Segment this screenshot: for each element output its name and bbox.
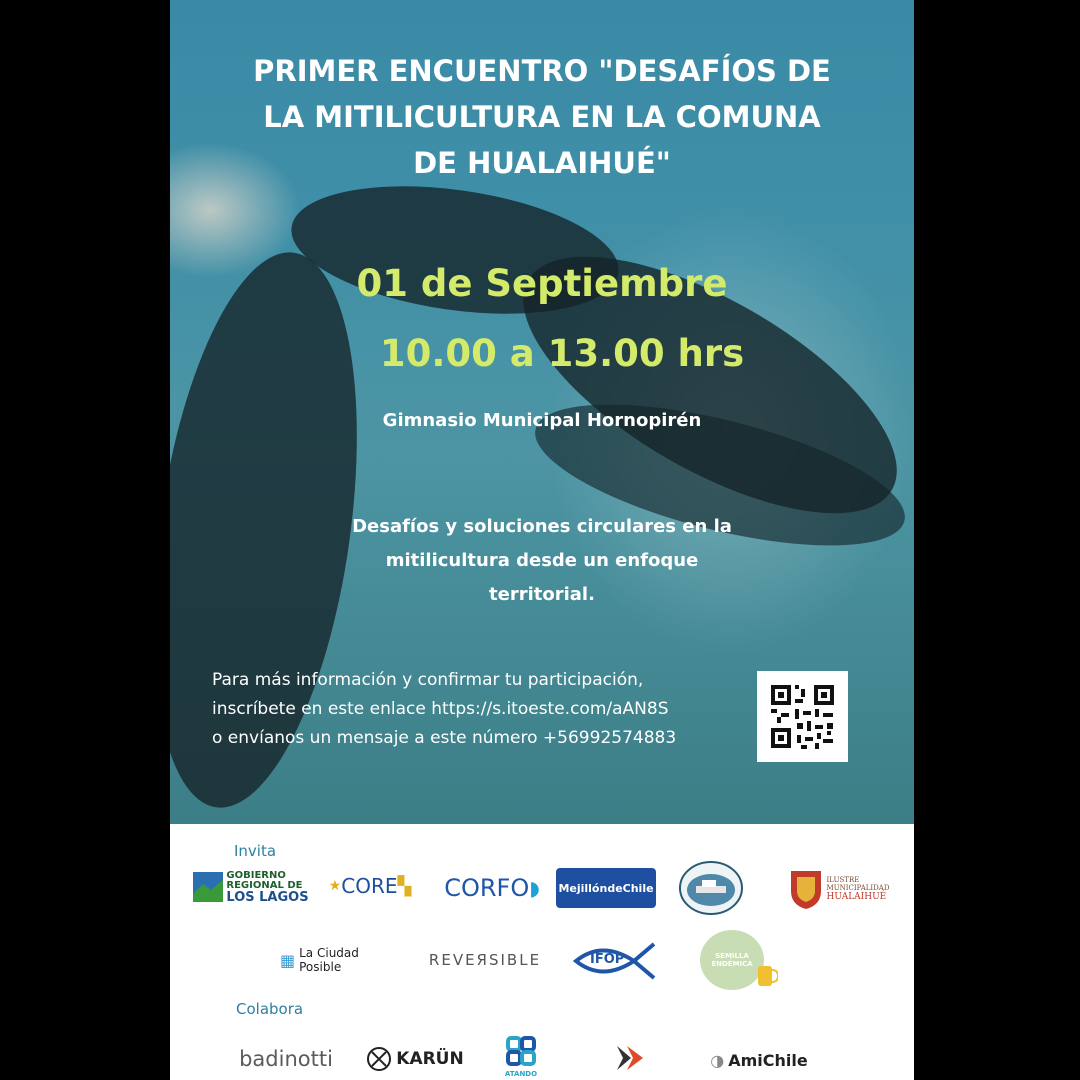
knot-icon: [502, 1032, 540, 1070]
chevron-logo-icon: [613, 1042, 647, 1074]
city-blocks-icon: ▦: [280, 950, 296, 970]
title-line: PRIMER ENCUENTRO "DESAFÍOS DE: [253, 54, 831, 88]
logo-text: KARÜN: [396, 1049, 464, 1069]
amichile-logo: [704, 1044, 814, 1076]
ami-icon: ◑: [710, 1050, 725, 1070]
logo-text: REGIONAL DE: [226, 879, 303, 891]
municipalidad-hualaihue-logo: [784, 864, 894, 914]
description-line: Desafíos y soluciones circulares en la: [352, 516, 732, 537]
logo-text: ATANDO: [504, 1070, 538, 1078]
mussel-rope-photo: [170, 0, 914, 824]
core-flag-icon: ▚: [397, 875, 412, 897]
corfo-swoosh-icon: ◗: [529, 876, 540, 900]
event-poster: [170, 0, 914, 1080]
gobierno-regional-logo: [192, 866, 310, 908]
karun-emblem-icon: [366, 1046, 392, 1072]
event-venue: Gimnasio Municipal Hornopirén: [382, 410, 702, 431]
ship-emblem-logo: [678, 860, 744, 916]
event-title: [170, 48, 914, 186]
logo-text: ILUSTRE: [826, 876, 860, 884]
core-logo: [322, 866, 418, 906]
badinotti-logo: badinotti: [239, 1047, 333, 1071]
logo-text: MejillóndeChile: [558, 881, 654, 895]
corfo-logo: [436, 868, 548, 908]
ship-icon: [678, 860, 744, 916]
event-description: [290, 510, 794, 612]
semilla-endemica-logo: [700, 930, 764, 990]
cup-icon: [756, 964, 778, 988]
info-line: Para más información y confirmar tu participación,: [212, 670, 644, 690]
event-date: 01 de Septiembre: [356, 262, 728, 305]
atando-logo: [496, 1030, 546, 1080]
logo-text: AmiChile: [728, 1050, 808, 1070]
ifop-logo: [572, 938, 658, 984]
event-time: 10.00 a 13.00 hrs: [379, 332, 745, 375]
shield-icon: [789, 867, 823, 911]
karun-logo: [364, 1042, 466, 1076]
description-line: mitilicultura desde un enfoque: [385, 550, 699, 571]
logo-text: HUALAIHUÉ: [826, 892, 887, 902]
qr-code-icon[interactable]: [757, 671, 848, 762]
logo-text: GOBIERNO: [226, 869, 286, 881]
logo-text: LOS LAGOS: [226, 889, 309, 905]
registration-info: [212, 666, 732, 753]
logo-text: MUNICIPALIDAD: [826, 884, 890, 892]
logo-text: La Ciudad Posible: [299, 946, 359, 974]
invita-label: Invita: [234, 842, 277, 860]
arrow-brand-logo: [610, 1038, 650, 1078]
title-line: DE HUALAIHUÉ": [413, 146, 671, 180]
gobierno-emblem-icon: [193, 872, 223, 902]
logo-text: SEMILLA: [715, 952, 749, 960]
mejillon-de-chile-logo: [556, 868, 656, 908]
description-line: territorial.: [489, 584, 595, 605]
info-line-link[interactable]: inscríbete en este enlace https://s.itoeste.com/aAN8S: [212, 699, 669, 719]
reversible-logo: REVEЯSIBLE: [428, 951, 542, 969]
colabora-label: Colabora: [236, 1000, 304, 1018]
la-ciudad-posible-logo: [280, 945, 396, 975]
info-line-phone: o envíanos un mensaje a este número +56992574883: [212, 728, 677, 748]
logo-text: CORFO: [444, 874, 530, 902]
logo-text: IFOP: [590, 952, 625, 967]
title-line: LA MITILICULTURA EN LA COMUNA: [263, 100, 821, 134]
logo-text: CORE: [341, 874, 398, 898]
logo-text: ENDÉMICA: [711, 960, 753, 968]
star-icon: ★: [328, 878, 342, 894]
